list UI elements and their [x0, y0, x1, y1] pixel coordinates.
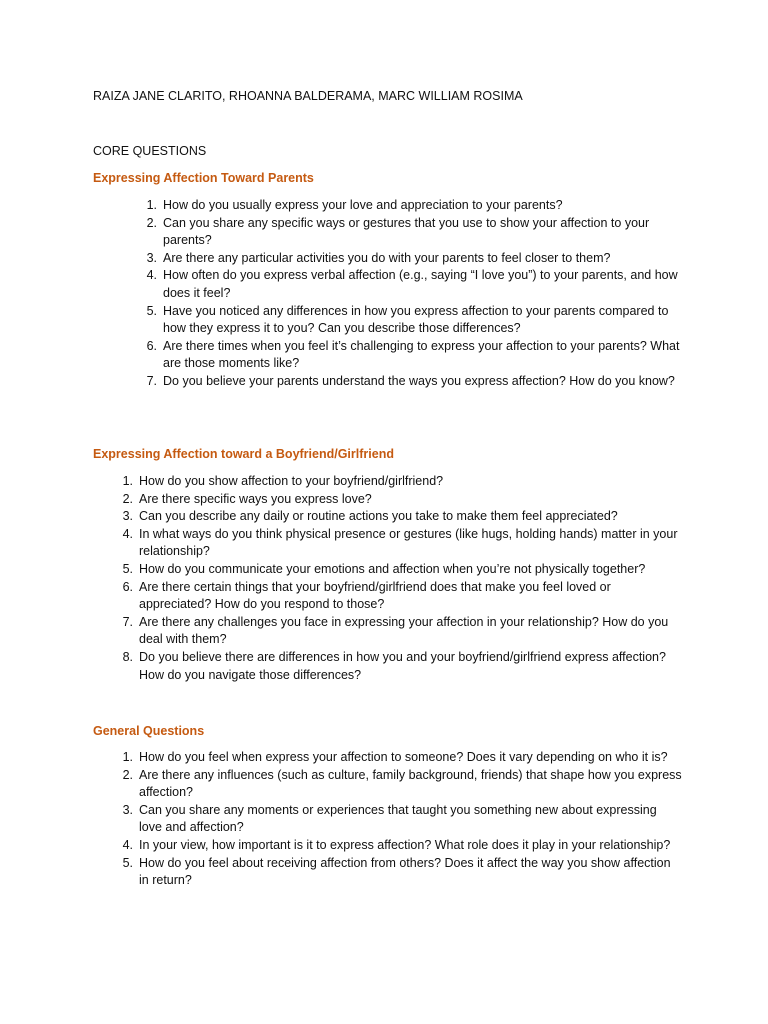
question-number: 5.: [146, 303, 157, 318]
question-text: Are there any influences (such as culture, family background, friends) that shape how you express affection?: [139, 767, 682, 800]
question-item: [122, 649, 683, 684]
question-item: [122, 473, 683, 491]
question-list: [93, 749, 683, 890]
question-text: Are there certain things that your boyfriend/girlfriend does that make you feel loved or appreciated? How do you respond to those?: [139, 579, 611, 612]
question-number: 6.: [122, 579, 133, 594]
question-text: Are there specific ways you express love?: [139, 491, 372, 506]
question-item: [122, 491, 683, 509]
question-item: [146, 250, 683, 268]
question-number: 1.: [122, 750, 133, 764]
question-number: 8.: [122, 649, 133, 664]
question-number: 3.: [122, 509, 133, 524]
core-questions-title: CORE QUESTIONS: [93, 144, 207, 158]
question-item: [146, 338, 683, 373]
question-item: [122, 579, 683, 614]
question-text: Can you share any specific ways or gestures that you use to show your affection to your parents?: [163, 215, 650, 248]
question-text: In your view, how important is it to express affection? What role does it play in your relationship?: [139, 837, 671, 852]
question-number: 1.: [122, 474, 133, 488]
question-number: 4.: [122, 837, 133, 852]
question-item: [122, 767, 683, 802]
question-item: [122, 508, 683, 526]
question-item: [122, 526, 683, 561]
question-text: How do you usually express your love and appreciation to your parents?: [163, 198, 563, 212]
question-item: [122, 561, 683, 579]
question-text: Can you share any moments or experiences that taught you something new about expressing love and affection?: [139, 802, 657, 835]
author-names: RAIZA JANE CLARITO, RHOANNA BALDERAMA, MARC WILLIAM ROSIMA: [93, 89, 523, 103]
question-text: Do you believe your parents understand the ways you express affection? How do you know?: [163, 373, 675, 388]
question-number: 2.: [122, 491, 133, 506]
question-item: [122, 855, 683, 890]
question-text: How often do you express verbal affection (e.g., saying “I love you”) to your parents, and how does it feel?: [163, 268, 678, 300]
question-list: [93, 473, 683, 684]
question-number: 2.: [122, 767, 133, 782]
question-number: 5.: [122, 561, 133, 576]
question-text: How do you show affection to your boyfriend/girlfriend?: [139, 474, 444, 488]
question-text: Are there any challenges you face in expressing your affection in your relationship? How do you deal with them?: [139, 614, 669, 647]
question-item: [122, 749, 683, 767]
question-item: [122, 614, 683, 649]
question-item: [122, 837, 683, 855]
question-list: [93, 197, 683, 391]
section-general: [93, 723, 693, 890]
question-number: 5.: [122, 855, 133, 870]
question-text: Are there times when you feel it’s challenging to express your affection to your parents? What are those moments like?: [163, 338, 680, 371]
question-number: 7.: [122, 614, 133, 629]
question-text: Have you noticed any differences in how you express affection to your parents compared to how they express it to you? Can you describe those differences?: [163, 303, 669, 336]
question-item: [146, 303, 683, 338]
section-boyfriend-girlfriend: [93, 446, 693, 684]
question-item: [146, 373, 683, 391]
question-number: 4.: [122, 526, 133, 541]
question-number: 1.: [146, 198, 157, 212]
section-heading: Expressing Affection toward a Boyfriend/Girlfriend: [93, 447, 394, 461]
question-text: Are there any particular activities you do with your parents to feel closer to them?: [163, 250, 611, 265]
question-text: How do you feel when express your affection to someone? Does it vary depending on who it is?: [139, 750, 668, 764]
question-number: 3.: [146, 250, 157, 265]
question-number: 7.: [146, 373, 157, 388]
question-text: How do you feel about receiving affection from others? Does it affect the way you show affection in return?: [139, 855, 671, 888]
question-number: 4.: [146, 268, 157, 283]
question-text: Can you describe any daily or routine actions you take to make them feel appreciated?: [139, 509, 618, 524]
section-heading: General Questions: [93, 724, 205, 738]
question-number: 6.: [146, 338, 157, 353]
section-heading: Expressing Affection Toward Parents: [93, 171, 314, 185]
question-text: In what ways do you think physical presence or gestures (like hugs, holding hands) matter in your relationship?: [139, 526, 678, 559]
question-item: [146, 267, 683, 302]
question-number: 2.: [146, 215, 157, 230]
question-number: 3.: [122, 802, 133, 817]
question-item: [146, 197, 683, 215]
question-text: Do you believe there are differences in how you and your boyfriend/girlfriend express affection? How do you navigate those differences?: [139, 649, 666, 682]
section-parents: [93, 170, 693, 391]
question-text: How do you communicate your emotions and affection when you’re not physically together?: [139, 561, 646, 576]
question-item: [122, 802, 683, 837]
question-item: [146, 215, 683, 250]
